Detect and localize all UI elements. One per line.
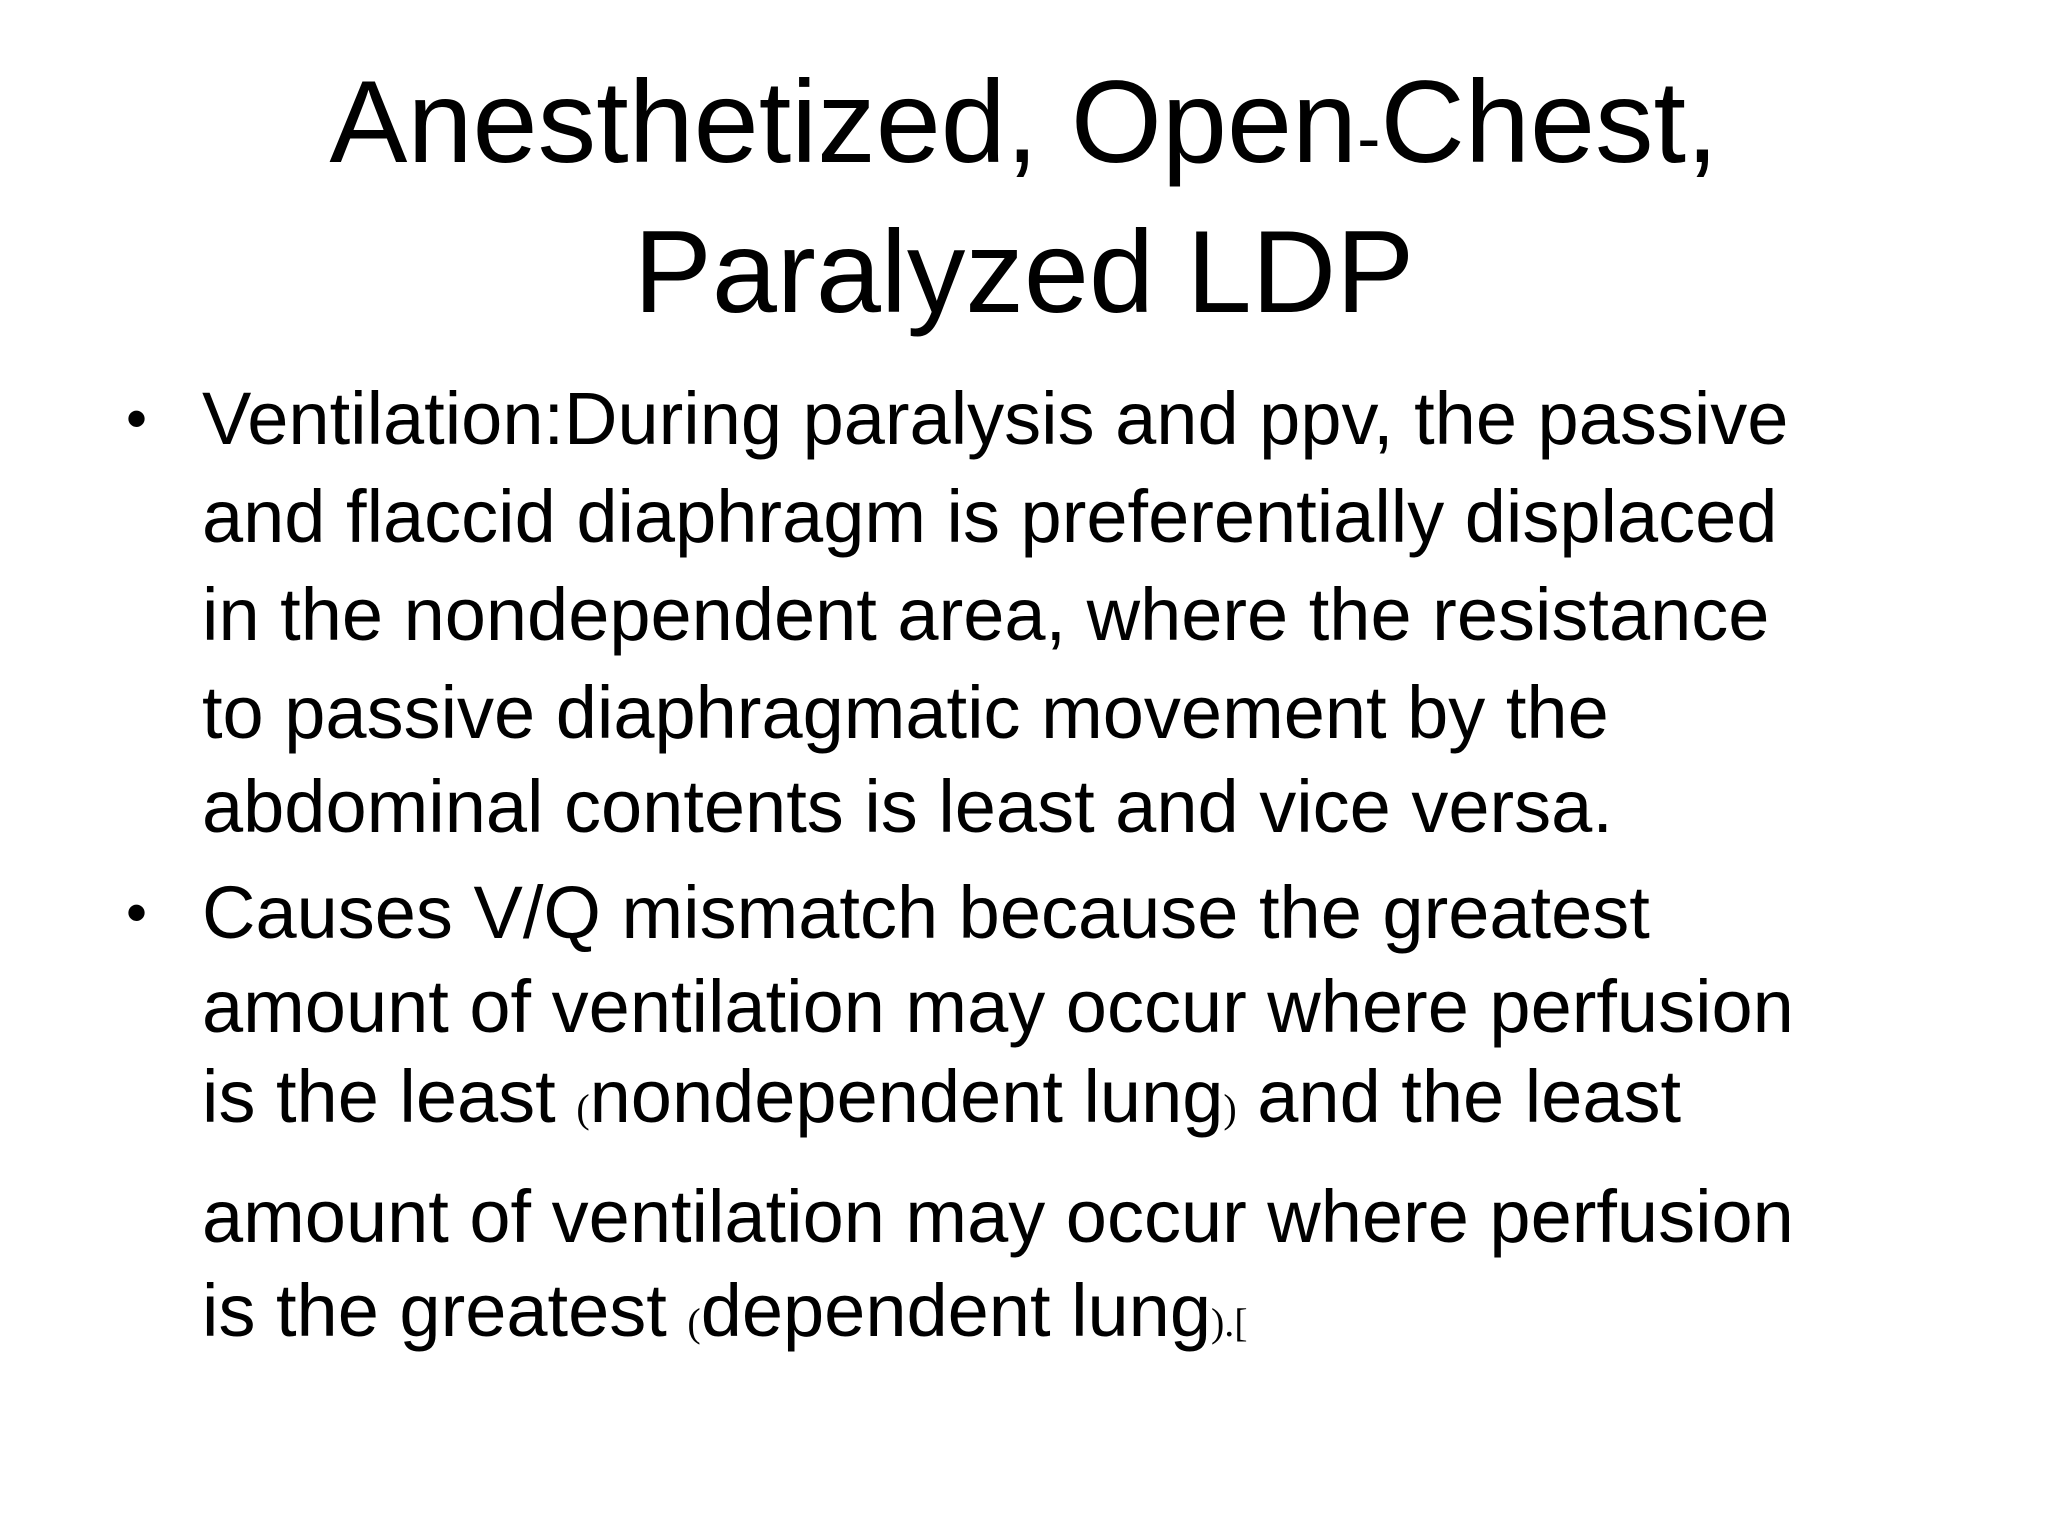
title-hyphen: -: [1357, 99, 1381, 177]
bullet2-line3-c: and the least: [1236, 1055, 1682, 1138]
bullet1-line1: Ventilation:During paralysis and ppv, the passive: [202, 377, 1789, 460]
title-text-1b: Chest,: [1380, 56, 1719, 187]
bullet1-line5: abdominal contents is least and vice versa.: [202, 765, 1613, 848]
title-text-1a: Anesthetized, Open: [329, 56, 1358, 187]
bullet1-line2: and flaccid diaphragm is preferentially displaced: [202, 475, 1778, 558]
bullet1-line4: to passive diaphragmatic movement by the: [202, 671, 1609, 754]
paren-close: ): [1223, 1086, 1237, 1131]
bullet-dot-icon: •: [126, 385, 148, 452]
bullet2-line3-a: is the least: [202, 1055, 577, 1138]
bullet1-line3: in the nondependent area, where the resistance: [202, 573, 1770, 656]
bullet2-line5-a: is the greatest: [202, 1269, 688, 1352]
bullet2-line4: amount of ventilation may occur where perfusion: [202, 1175, 1794, 1258]
bullet2-line5: [202, 1266, 1958, 1368]
slide-title: [200, 55, 1848, 339]
bullet-dot-icon: •: [126, 879, 148, 946]
title-line-1: [200, 55, 1848, 205]
bullet-item-ventilation: [118, 370, 1958, 852]
bullet-list: [118, 370, 1958, 1368]
paren-open: (: [576, 1086, 590, 1131]
title-line-2: Paralyzed LDP: [633, 206, 1415, 337]
bullet2-line3-b: nondependent lung: [589, 1055, 1224, 1138]
bullet2-line3: [202, 1052, 1958, 1154]
bullet2-line5-b: dependent lung: [700, 1269, 1211, 1352]
bullet2-line2: amount of ventilation may occur where perfusion: [202, 965, 1794, 1048]
bullet-item-vq-mismatch: [118, 864, 1958, 1368]
paren-open: (: [687, 1300, 701, 1345]
bullet2-line1: Causes V/Q mismatch because the greatest: [202, 871, 1650, 954]
paren-close: ).[: [1210, 1300, 1248, 1345]
